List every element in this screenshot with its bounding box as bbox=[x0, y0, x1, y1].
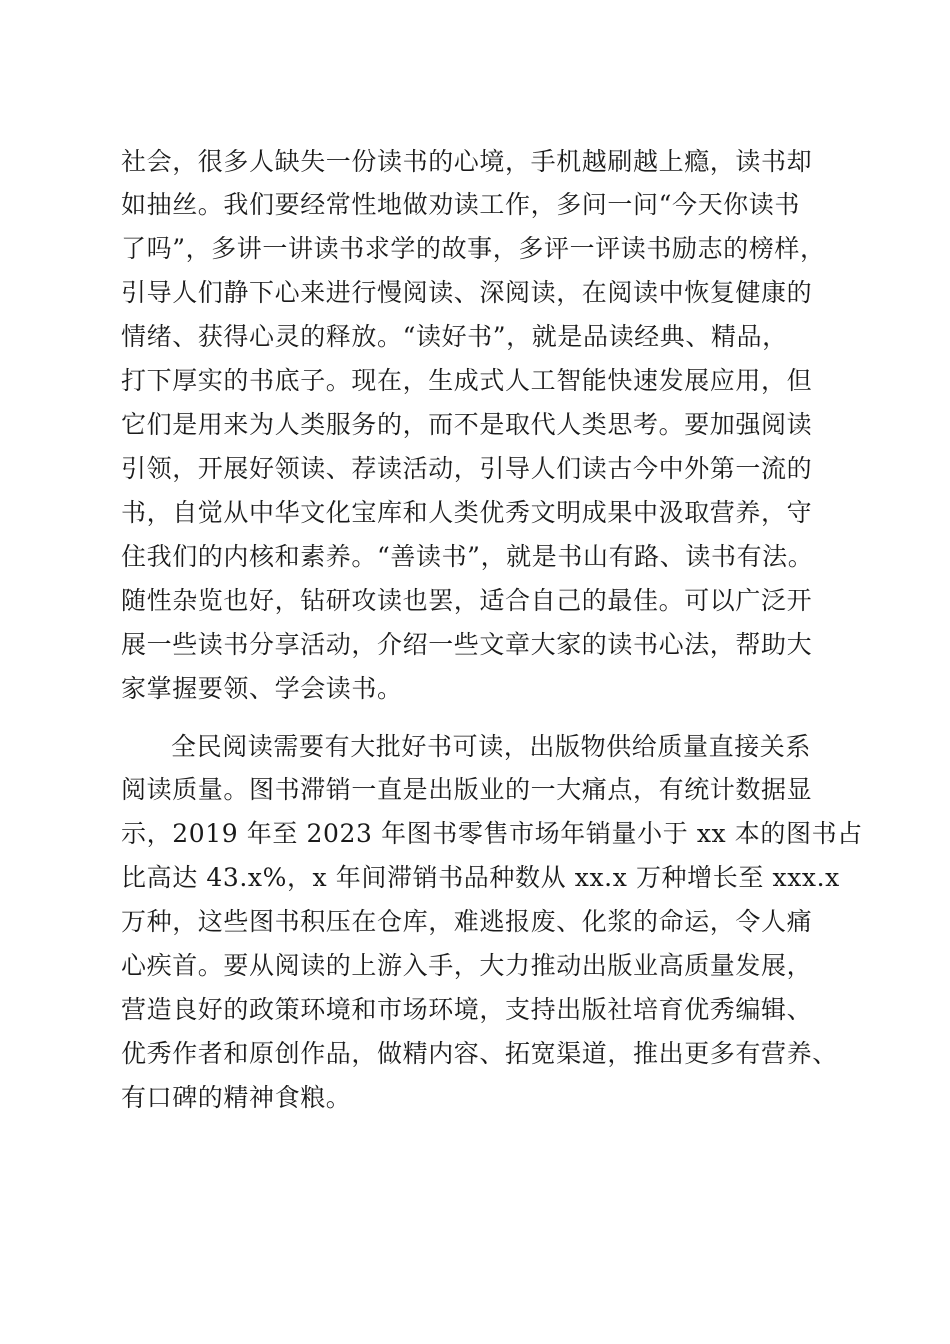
text-line: 展一些读书分享活动，介绍一些文章大家的读书心法，帮助大 bbox=[121, 630, 813, 659]
text-line: 阅读质量。图书滞销一直是出版业的一大痛点，有统计数据显 bbox=[121, 775, 813, 804]
text-line: 家掌握要领、学会读书。 bbox=[121, 674, 403, 703]
text-line: 比高达 43.x%，x 年间滞销书品种数从 xx.x 万种增长至 xxx.x bbox=[121, 863, 840, 892]
text-line: 营造良好的政策环境和市场环境，支持出版社培育优秀编辑、 bbox=[121, 995, 813, 1024]
text-line: 打下厚实的书底子。现在，生成式人工智能快速发展应用，但 bbox=[121, 366, 813, 395]
paragraph-first-line: 全民阅读需要有大批好书可读，出版物供给质量直接关系 bbox=[171, 732, 812, 761]
text-line: 万种，这些图书积压在仓库，难逃报废、化浆的命运，令人痛 bbox=[121, 907, 813, 936]
text-line: 了吗”，多讲一讲读书求学的故事，多评一评读书励志的榜样， bbox=[121, 234, 826, 263]
text-line: 情绪、获得心灵的释放。“读好书”，就是品读经典、精品， bbox=[121, 322, 788, 351]
text-line: 书，自觉从中华文化宝库和人类优秀文明成果中汲取营养，守 bbox=[121, 498, 813, 527]
text-line: 引领，开展好领读、荐读活动，引导人们读古今中外第一流的 bbox=[121, 454, 813, 483]
text-line: 优秀作者和原创作品，做精内容、拓宽渠道，推出更多有营养、 bbox=[121, 1039, 838, 1068]
text-line: 如抽丝。我们要经常性地做劝读工作，多问一问“今天你读书 bbox=[121, 190, 800, 219]
text-line: 引导人们静下心来进行慢阅读、深阅读，在阅读中恢复健康的 bbox=[121, 278, 813, 307]
text-line: 随性杂览也好，钻研攻读也罢，适合自己的最佳。可以广泛开 bbox=[121, 586, 813, 615]
text-line: 有口碑的精神食粮。 bbox=[121, 1083, 352, 1112]
text-line: 示，2019 年至 2023 年图书零售市场年销量小于 xx 本的图书占 bbox=[121, 819, 863, 848]
text-line: 住我们的内核和素养。“善读书”，就是书山有路、读书有法。 bbox=[121, 542, 814, 571]
text-line: 心疾首。要从阅读的上游入手，大力推动出版业高质量发展， bbox=[121, 951, 813, 980]
text-line: 它们是用来为人类服务的，而不是取代人类思考。要加强阅读 bbox=[121, 410, 813, 439]
text-line: 社会，很多人缺失一份读书的心境，手机越刷越上瘾，读书却 bbox=[121, 147, 813, 176]
